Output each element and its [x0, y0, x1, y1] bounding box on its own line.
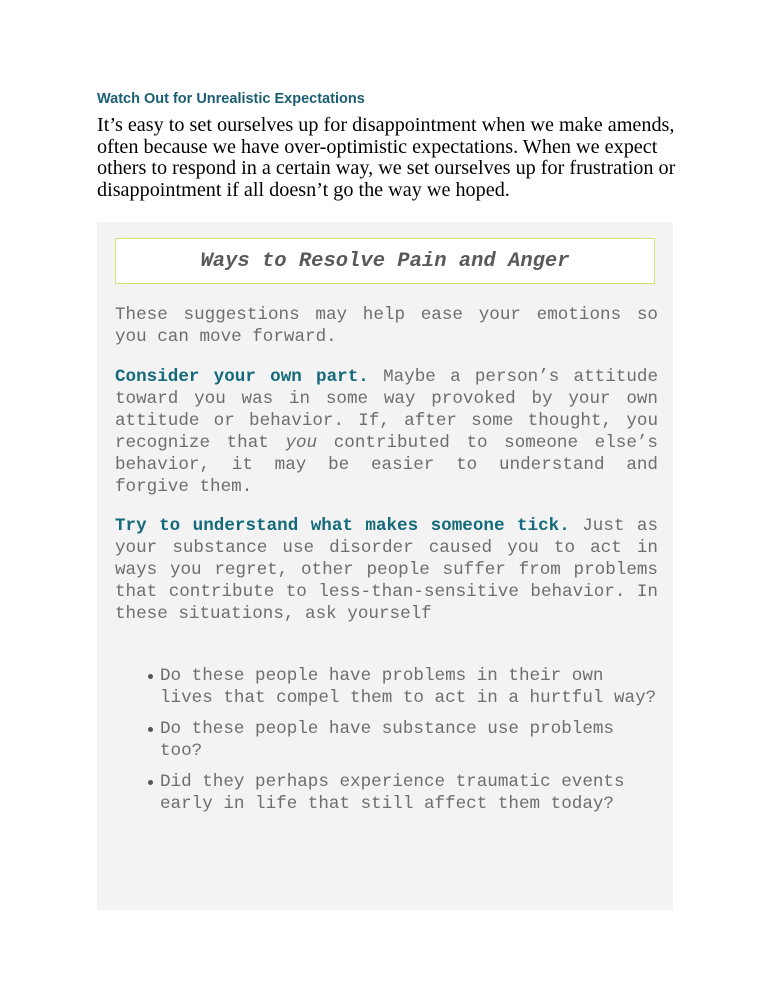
list-item: Do these people have substance use problems too?	[160, 718, 660, 762]
paragraph-text: Maybe a person’s attitude toward you was in some way provoked by your own attitude or behavior. If, after some thought, you recognize that	[115, 367, 659, 453]
list-item: Do these people have problems in their own lives that compel them to act in a hurtful way?	[160, 665, 660, 709]
callout-title: Ways to Resolve Pain and Anger	[200, 249, 570, 273]
callout-intro: These suggestions may help ease your emotions so you can move forward.	[115, 305, 658, 347]
list-item: Did they perhaps experience traumatic events early in life that still affect them today?	[160, 771, 660, 815]
callout-box	[97, 222, 673, 910]
intro-paragraph: It’s easy to set ourselves up for disappointment when we make amends, often because we have over-optimistic expectations. When we expect others to respond in a certain way, we set ourselves up for frustration or disappointment if all doesn’t go the way we hoped.	[97, 114, 676, 202]
paragraph-text: Just as your substance use disorder caused you to act in ways you regret, other people suffer from problems that contribute to less-than-sensitive behavior. In these situations, ask yourself	[115, 516, 659, 624]
emphasis-text: you	[285, 433, 318, 453]
question-list	[160, 665, 660, 824]
paragraph-lead: Try to understand what makes someone tick.	[115, 516, 570, 536]
section-heading: Watch Out for Unrealistic Expectations	[97, 91, 365, 107]
paragraph-text: contributed to someone else’s behavior, it may be easier to understand and forgive them.	[115, 433, 658, 497]
paragraph-understand-someone	[115, 515, 658, 625]
callout-title-box	[115, 238, 655, 284]
paragraph-lead: Consider your own part.	[115, 367, 369, 387]
paragraph-consider-your-part	[115, 366, 658, 498]
